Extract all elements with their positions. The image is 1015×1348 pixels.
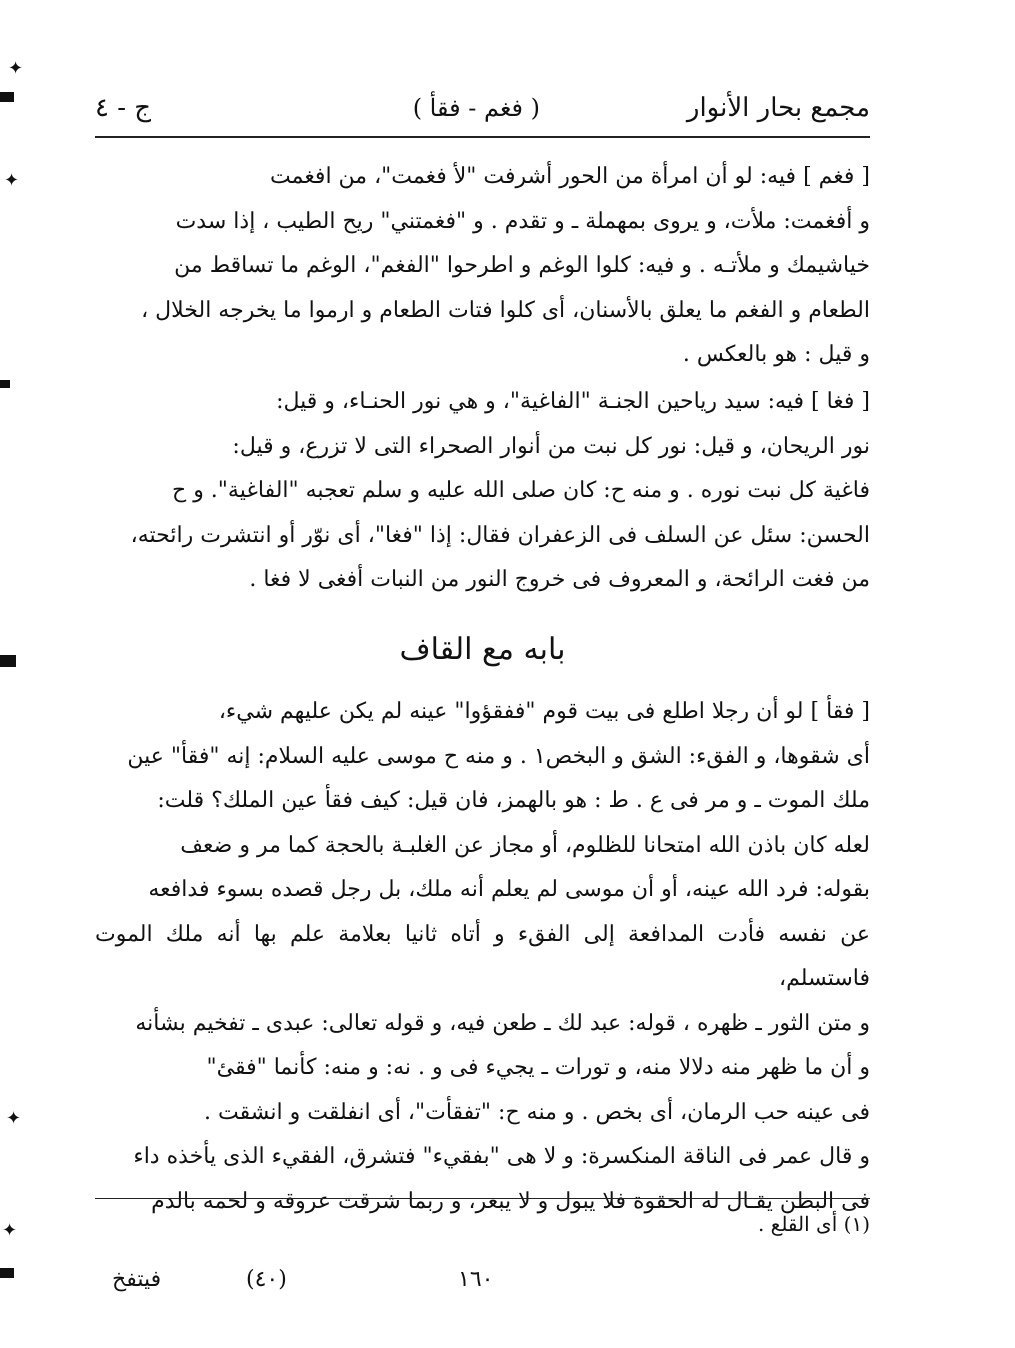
scan-edge-mark [0, 655, 16, 667]
text-line: من فغت الرائحة، و المعروف فى خروج النور من النبات أفغى لا فغا . [249, 567, 870, 592]
footnote-rule [95, 1198, 870, 1199]
entry-faqa [95, 690, 870, 1224]
text-line: خياشيمك و ملأتـه . و فيه: كلوا الوغم و اطرحوا "الفغم"، الوغم ما تساقط من [174, 253, 870, 278]
scan-edge-mark [0, 92, 14, 102]
chapter-heading: بابه مع القاف [399, 632, 566, 667]
text-line: و أفغمت: ملأت، و يروى بمهملة ـ و تقدم . و "فغمتني" ريح الطيب ، إذا سدت [175, 208, 870, 234]
text-line: نور الريحان، و قيل: نور كل نبت من أنوار الصحراء التى لا تزرع، و قيل: [232, 433, 870, 459]
text-line: الحسن: سئل عن السلف فى الزعفران فقال: إذا "فغا"، أى نوّر أو انتشرت رائحته، [130, 522, 870, 548]
catchword: فيتفخ [112, 1267, 162, 1292]
text-line: [ فقأ ] لو أن رجلا اطلع فى بيت قوم "ففقؤوا" عينه لم يكن عليهم شيء، [218, 699, 870, 724]
footnote: (١) أى القلع . [757, 1212, 870, 1236]
volume-number: ج - ٤ [95, 93, 152, 123]
text-line: [ فغا ] فيه: سيد رياحين الجنـة "الفاغية"، و هي نور الحنـاء، و قيل: [276, 389, 870, 414]
entry-fagham [95, 155, 870, 378]
text-line: عن نفسه فأدت المدافعة إلى الفقء و أتاه ثانيا بعلامة علم بها أنه ملك الموت فاستسلم، [95, 921, 870, 991]
book-title: مجمع بحار الأنوار [686, 93, 870, 123]
text-line: ملك الموت ـ و مر فى ع . ط : هو بالهمز، فان قيل: كيف فقأ عين الملك؟ قلت: [157, 788, 870, 813]
text-line: [ فغم ] فيه: لو أن امرأة من الحور أشرفت "لأ فغمت"، من افغمت [270, 164, 870, 189]
text-line: الطعام و الفغم ما يعلق بالأسنان، أى كلوا فتات الطعام و ارموا ما يخرجه الخلال ، [141, 297, 870, 323]
text-line: و أن ما ظهر منه دلالا منه، و تورات ـ يجيء فى و . نه: و منه: كأنما "فقئ" [206, 1055, 870, 1080]
scan-tick-mark: ✦ [8, 58, 24, 79]
running-header [95, 88, 870, 132]
entry-fagha [95, 380, 870, 603]
text-line: و قال عمر فى الناقة المنكسرة: و لا هى "بفقيء" فتشرق، الفقيء الذى يأخذه داء [133, 1144, 870, 1169]
text-line: و قيل : هو بالعكس . [682, 342, 870, 367]
header-rule [95, 136, 870, 138]
page-number: ١٦٠ [458, 1267, 494, 1292]
text-line: فى عينه حب الرمان، أى بخص . و منه ح: "تفقأت"، أى انفلقت و انشقت . [204, 1099, 870, 1125]
text-line: لعله كان باذن الله امتحانا للظلوم، أو مجاز عن الغلبـة بالحجة كما مر و ضعف [180, 832, 870, 858]
text-line: و متن الثور ـ ظهره ، قوله: عبد لك ـ طعن فيه، و قوله تعالى: عبدى ـ تفخيم بشأنه [135, 1010, 870, 1036]
scan-tick-mark: ✦ [6, 1108, 22, 1129]
text-line: فاغية كل نبت نوره . و منه ح: كان صلى الله عليه و سلم تعجبه "الفاغية". و ح [172, 478, 870, 503]
text-line: فى البطن يقـال له الحقوة فلا يبول و لا يبعر، و ربما شرقت عروقه و لحمه بالدم [151, 1188, 870, 1214]
section-range: ( فغم - فقأ ) [412, 94, 540, 122]
signature-mark: (٤٠) [246, 1267, 287, 1292]
text-line: بقوله: فرد الله عينه، أو أن موسى لم يعلم أنه ملك، بل رجل قصده بسوء فدافعه [148, 877, 870, 902]
text-line: أى شقوها، و الفقء: الشق و البخص١ . و منه ح موسى عليه السلام: إنه "فقأ" عين [127, 743, 870, 769]
scan-tick-mark: ✦ [2, 1220, 18, 1241]
scan-tick-mark: ✦ [4, 170, 20, 191]
scan-edge-mark [0, 380, 10, 388]
scan-edge-mark [0, 1268, 14, 1278]
